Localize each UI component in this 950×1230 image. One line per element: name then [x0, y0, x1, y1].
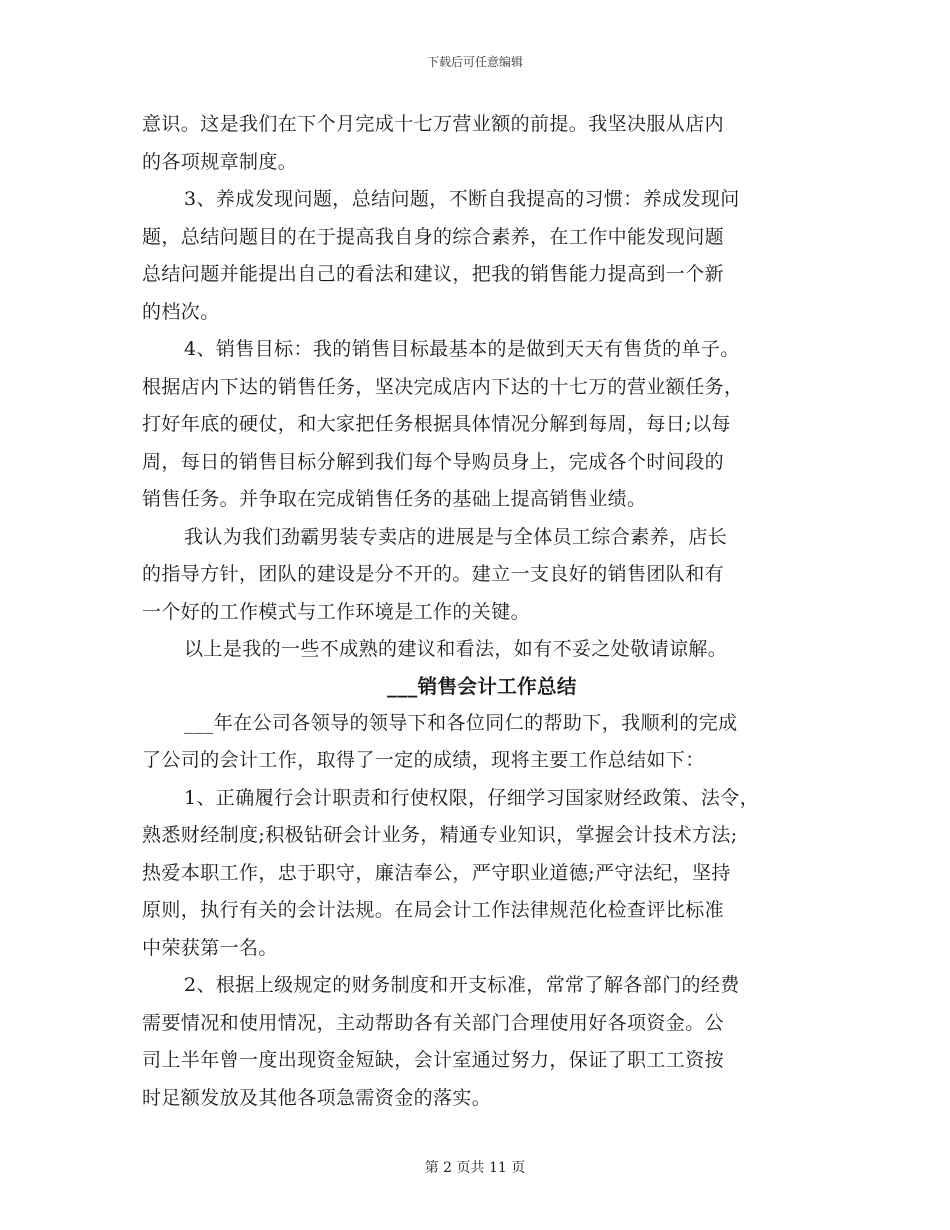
text-line: 销售任务。并争取在完成销售任务的基础上提高销售业绩。: [142, 488, 647, 510]
text-line: 一个好的工作模式与工作环境是工作的关键。: [142, 600, 531, 623]
text-line: 打好年底的硬仗，和大家把任务根据具体情况分解到每周，每日;以每: [142, 413, 731, 435]
document-body: [142, 106, 822, 1117]
text-line: 的档次。: [142, 300, 220, 323]
text-line: 的各项规章制度。: [142, 150, 298, 173]
text-line: ___年在公司各领导的领导下和各位同仁的帮助下，我顺利的完成: [184, 711, 738, 734]
text-line: 热爱本职工作，忠于职守，廉洁奉公，严守职业道德;严守法纪，坚持: [142, 861, 731, 884]
page-footer: 第 2 页共 11 页: [424, 1160, 526, 1176]
text-line: 司上半年曾一度出现资金短缺，会计室通过努力，保证了职工工资按: [142, 1049, 725, 1071]
text-line: 周，每日的销售目标分解到我们每个导购员身上，完成各个时间段的: [142, 450, 725, 473]
text-line: 2、根据上级规定的财务制度和开支标准，常常了解各部门的经费: [184, 974, 740, 996]
text-line: 的指导方针，团队的建设是分不开的。建立一支良好的销售团队和有: [142, 563, 725, 585]
text-line: 3、养成发现问题，总结问题，不断自我提高的习惯：养成发现问: [184, 188, 740, 210]
page-header: 下载后可任意编辑: [426, 55, 523, 69]
text-line: 熟悉财经制度;积极钻研会计业务，精通专业知识，掌握会计技术方法;: [142, 824, 738, 846]
text-line: 题，总结问题目的在于提高我自身的综合素养，在工作中能发现问题: [142, 225, 725, 248]
text-line: 原则，执行有关的会计法规。在局会计工作法律规范化检查评比标准: [142, 899, 725, 921]
text-line: 中荣获第一名。: [142, 936, 278, 959]
text-line: 我认为我们劲霸男装专卖店的进展是与全体员工综合素养，店长: [184, 525, 728, 548]
text-line: 4、销售目标：我的销售目标最基本的是做到天天有售货的单子。: [184, 338, 740, 360]
text-line: 总结问题并能提出自己的看法和建议，把我的销售能力提高到一个新: [142, 263, 725, 285]
text-line: 需要情况和使用情况，主动帮助各有关部门合理使用好各项资金。公: [142, 1011, 725, 1034]
text-line: 根据店内下达的销售任务，坚决完成店内下达的十七万的营业额任务，: [142, 375, 744, 398]
text-line: 意识。这是我们在下个月完成十七万营业额的前提。我坚决服从店内: [142, 113, 725, 135]
text-line: 了公司的会计工作，取得了一定的成绩，现将主要工作总结如下：: [142, 749, 705, 771]
text-line: 1、正确履行会计职责和行使权限，仔细学习国家财经政策、法令，: [184, 786, 760, 809]
text-line: 时足额发放及其他各项急需资金的落实。: [142, 1086, 492, 1109]
section-title: ___销售会计工作总结: [387, 674, 577, 698]
text-line: 以上是我的一些不成熟的建议和看法，如有不妥之处敬请谅解。: [184, 638, 728, 660]
